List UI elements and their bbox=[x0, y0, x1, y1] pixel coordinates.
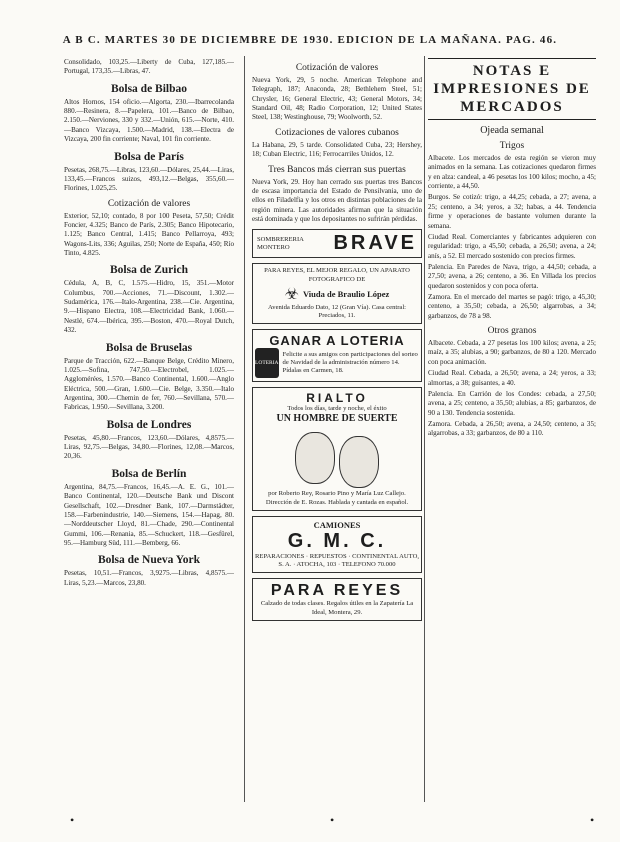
otros-text: Palencia. En Carrión de los Condes: cebada, a 27,50; avena, a 25; centeno, a 35,50; alubias, a 85; garbanzos, de 90 a 130. Tendencia sostenida. bbox=[428, 389, 596, 417]
ny-text: Pesetas, 10,51.—Francos, 3,9275.—Libras, 4,8575.—Liras, 5,23.—Marcos, 23,80. bbox=[64, 569, 234, 587]
brave-ad bbox=[252, 229, 422, 258]
banks-heading: Tres Bancos más cierran sus puertas bbox=[268, 164, 406, 175]
paris-cot-heading: Cotización de valores bbox=[107, 198, 191, 209]
cuba-text: La Habana, 29, 5 tarde. Consolidated Cuba, 23; Hershey, 18; Cuban Electric, 116; Ferrocarriles Unidos, 12. bbox=[252, 140, 422, 159]
column-bolsas bbox=[64, 58, 234, 814]
reyes-text: Calzado de todas clases. Regalos útiles en la Zapatería La Ideal, Montera, 29. bbox=[260, 600, 414, 616]
berlin-text: Argentina, 84,75.—Francos, 16,45.—A. E. G., 101.—Banco Continental, 120.—Deutsche Bank und Discont Gesellschaft, 102.—Dresdner Bank, 107.—Darmstädter, 158.—Farbenindustrie, 140.—Siemens, 154.—Hapag, 80.—Norddeutscher Lloyd, 81.—Chade, 290.—Continental Gummi, 106.—Renania, 85.—Schuckert, 118.—Gesfürel, 95.—Hamburg Süd, 111.—Bemberg, 66. bbox=[64, 482, 234, 547]
trigos-text: Palencia. En Paredes de Nava, trigo, a 44,50; cebada, a 27,50; avena, a 26; centeno, a 36. En Villada los precios quedaron sostenidos y con poca oferta. bbox=[428, 262, 596, 290]
banks-text: Nueva York, 29. Hoy han cerrado sus puertas tres Bancos de escasa importancia del Estado de Pensilvania, uno de ellos en Filadelfia y los otros en distintas poblaciones de la región minera. Las autoridades afirman que la situación está dominada y que los depositantes no sufrirán pérdidas. bbox=[252, 177, 422, 223]
lottery-text: Felicite a sus amigos con participaciones del sorteo de Navidad de la administración número 14. Pídalas en Carmen, 18. bbox=[282, 350, 418, 375]
column-rule bbox=[424, 56, 425, 802]
otros-heading: Otros granos bbox=[487, 326, 537, 337]
mercados-subhead: Ojeada semanal bbox=[480, 125, 544, 136]
lottery-badge: LOTERIA bbox=[255, 348, 279, 378]
ny-cot-heading: Cotización de valores bbox=[295, 63, 379, 73]
column-mercados bbox=[428, 58, 596, 814]
rialto-sub: Todos los días, tarde y noche, el éxito bbox=[287, 405, 387, 413]
reyes-ad bbox=[252, 578, 422, 620]
brussels-heading: Bolsa de Bruselas bbox=[105, 341, 193, 354]
otros-text: Ciudad Real. Cebada, a 26,50; avena, a 24; yeros, a 33; almortas, a 38; guisantes, a 40. bbox=[428, 369, 596, 387]
mercados-heading: NOTAS E IMPRESIONES DE MERCADOS bbox=[428, 58, 596, 120]
trigos-text: Ciudad Real. Comerciantes y fabricantes adquieren con regularidad: trigo, a 45,50; cebada, a 26,50; avena, a 24; anís, a 52. El mercado sostenido con precios firmes. bbox=[428, 232, 596, 260]
brave-logo: BRAVE bbox=[333, 232, 417, 255]
page-header: A B C. MARTES 30 DE DICIEMBRE DE 1930. EDICION DE LA MAÑANA. PAG. 46. bbox=[62, 34, 558, 46]
cuba-heading: Cotizaciones de valores cubanos bbox=[275, 127, 399, 138]
trigos-text: Albacete. Los mercados de esta región se vieron muy animados en la semana. Las cotizaciones quedaron firmes y en alza: candeal, a 46 pesetas los 100 kilos; mocho, a 45; corriente, a 44,50. bbox=[428, 154, 596, 191]
rialto-heading: RIALTO bbox=[306, 391, 368, 406]
otros-text: Zamora. Cebada, a 26,50; avena, a 24,50; centeno, a 35; algarrobas, a 33; garbanzos, de 80 a 110. bbox=[428, 419, 596, 438]
brave-small-text: SOMBRERERIA MONTERO bbox=[257, 235, 304, 251]
camera-ad bbox=[252, 263, 422, 324]
paris-text: Pesetas, 268,75.—Libras, 123,60.—Dólares, 25,44.—Liras, 133,45.—Francos suizos, 493,12.—Belgas, 355,60.—Florines, 1.025,25. bbox=[64, 165, 234, 193]
reyes-heading: PARA REYES bbox=[270, 582, 404, 600]
face-icon bbox=[339, 436, 379, 488]
lottery-heading: GANAR A LOTERIA bbox=[269, 333, 405, 349]
zurich-heading: Bolsa de Zurich bbox=[110, 264, 188, 277]
gmc-logo: G. M. C. bbox=[287, 529, 387, 552]
lopez-name: Viuda de Braulio López bbox=[302, 288, 390, 299]
face-icon bbox=[295, 432, 335, 484]
berlin-heading: Bolsa de Berlín bbox=[111, 467, 187, 480]
london-text: Pesetas, 45,80.—Francos, 123,60.—Dólares, 4,8575.—Liras, 92,75.—Belgas, 34,80.—Florines, 12,08.—Marcos, 20,36. bbox=[64, 433, 234, 461]
brussels-text: Parque de Tracción, 622.—Banque Belge, Crédito Minero, 1.025.—Sofina, 747,50.—Electrobel, 1.025.—Agglomérées, 1.570.—Banco Continental, 1.600.—Anglo Eléctrica, 500.—Gran, 1.600.—Cie. Belge, 3.350.—Italo Argentina, 300.—Chemin de fer, 760.—Sevillana, 570.—Fabricas, 1.950.—Sevillana, 3.200. bbox=[64, 356, 234, 412]
camera-icon: ☣ bbox=[284, 285, 299, 303]
column-news-ads bbox=[252, 58, 422, 814]
zurich-text: Cédula, A, B, C, 1.575.—Hidro, 15, 351.—Motor Columbus, 700.—Acciones, 71.—Discount, 1.302.—Sudamérica, 176.—Italo-Argentina, 238.—Cie. Argentina, 9.—Hispano Electra, 108.—Electricidad Bank, 1.060.—Nestlé, 674.—Ibérica, 395.—Boston, 470.—Royal Dutch, 432. bbox=[64, 279, 234, 335]
trigos-text: Burgos. Se cotizó: trigo, a 44,25; cebada, a 27; avena, a 25; centeno, a 34; yeros, a 32; habas, a 44. Tendencia firme y operaciones de bastante volumen durante la semana. bbox=[428, 193, 596, 230]
footer-mark: • bbox=[70, 813, 75, 827]
rialto-credits: por Roberto Rey, Rosario Pino y María Luz Callejo. Dirección de E. Rozas. Hablada y cantada en español. bbox=[265, 490, 409, 506]
paris-cot-text: Exterior, 52,10; contado, 8 por 100 Peseta, 57,50; Crédit Foncier, 4.325; Banco de París, 2.305; Banco Hipotecario, 1.125; Banco Central, 1.415; Banco Pellarroya, 493; Wagons-Lits, 336; Aguilas, 250; Norte de España, 450; Río Tinto, 4.825. bbox=[64, 211, 234, 258]
trigos-text: Zamora. En el mercado del martes se pagó: trigo, a 45,30; centeno, a 35,50; cebada, a 26,50; algarrobas, a 34; garbanzos, de 78 a 98. bbox=[428, 293, 596, 320]
lottery-ad bbox=[252, 329, 422, 382]
lopez-address: Avenida Eduardo Dato, 12 (Gran Vía). Casa central: Preciados, 11. bbox=[268, 303, 406, 320]
rialto-ad bbox=[252, 387, 422, 511]
trigos-heading: Trigos bbox=[499, 141, 525, 151]
camera-ad-text: PARA REYES, EL MEJOR REGALO, UN APARATO FOTOGRAFICO DE bbox=[264, 267, 410, 283]
column-rule bbox=[244, 56, 245, 802]
intro-text: Consolidado, 103,25.—Liberty de Cuba, 127,185.—Portugal, 173,35.—Libras, 47. bbox=[64, 58, 234, 76]
ny-cot-text: Nueva York, 29, 5 noche. American Telephone and Telegraph, 187; Anaconda, 28; Bethlehem Steel, 51; Chrysler, 16; General Electric, 43; General Motors, 34; Standard Oil, 48; Radio Corporation, 12; United States Steel, 138; Westinghouse, 79; Woolworth, 52. bbox=[252, 76, 422, 122]
otros-text: Albacete. Cebada, a 27 pesetas los 100 kilos; avena, a 25; maíz, a 35; alubias, a 90; garbanzos, de 80 a 120. Mercado con poca animación. bbox=[428, 339, 596, 366]
gmc-ad bbox=[252, 516, 422, 573]
gmc-top: CAMIONES bbox=[313, 519, 361, 530]
bilbao-text: Altos Hornos, 154 oficio.—Algorta, 230.—Ibarrecolanda 880.—Resinera, 8.—Papelera, 101.—Banco de Bilbao, 2.150.—Nerviones, 330 y 332.—Unión, 615.—Norte, 410.—Banco Vizcaya, 1.500.—Madrid, 138.—Electra de Vizcaya, 200 fin corriente; Naval, 101 fin corriente. bbox=[64, 97, 234, 144]
gmc-text: REPARACIONES · REPUESTOS · CONTINENTAL AUTO, S. A. · ATOCHA, 103 · TELEFONO 70.000 bbox=[255, 552, 419, 569]
film-illustration bbox=[277, 426, 397, 488]
paris-heading: Bolsa de París bbox=[114, 150, 184, 163]
footer-mark: • bbox=[330, 813, 335, 827]
footer-mark: • bbox=[590, 813, 595, 827]
bilbao-heading: Bolsa de Bilbao bbox=[110, 82, 188, 95]
london-heading: Bolsa de Londres bbox=[106, 418, 192, 431]
ny-heading: Bolsa de Nueva York bbox=[97, 554, 201, 567]
rialto-film: UN HOMBRE DE SUERTE bbox=[276, 413, 398, 425]
